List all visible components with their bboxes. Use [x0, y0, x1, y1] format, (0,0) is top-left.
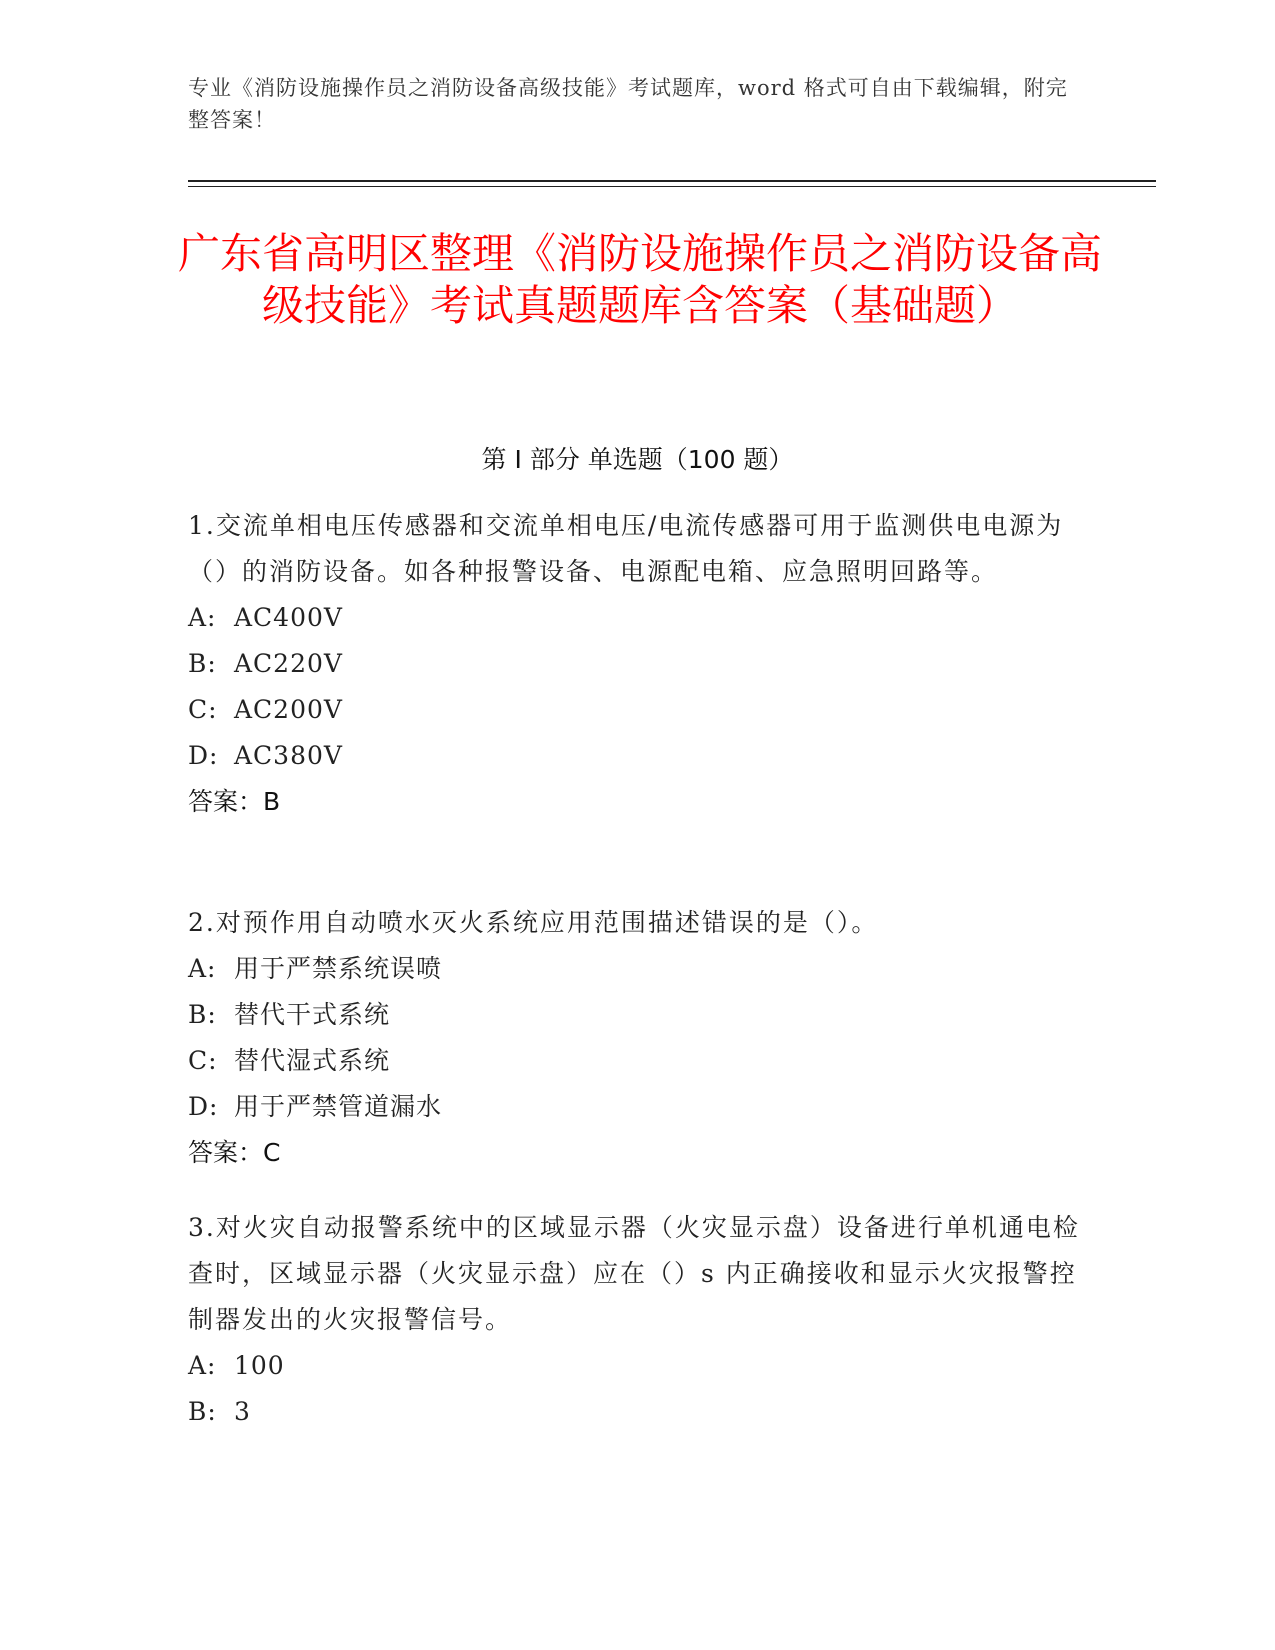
header-divider-thick: [188, 180, 1156, 182]
header-divider-thin: [188, 186, 1156, 187]
header-note: 专业《消防设施操作员之消防设备高级技能》考试题库，word 格式可自由下载编辑，附完整答案！: [188, 76, 1068, 132]
option-b: [188, 992, 1088, 1038]
document-title: 广东省高明区整理《消防设施操作员之消防设备高级技能》考试真题题库含答案（基础题）: [177, 229, 1102, 330]
option-text: AC220V: [234, 649, 343, 678]
question-stem: 1.交流单相电压传感器和交流单相电压/电流传感器可用于监测供电电源为（）的消防设备。如各种报警设备、电源配电箱、应急照明回路等。: [188, 511, 1064, 586]
option-text: 100: [234, 1351, 285, 1380]
option-key: D:: [188, 741, 219, 770]
option-key: A:: [188, 954, 217, 983]
question-3: [188, 1205, 1088, 1435]
option-text: 替代湿式系统: [234, 1046, 391, 1075]
option-key: C:: [188, 1046, 218, 1075]
option-key: A:: [188, 1351, 217, 1380]
option-a: [188, 595, 1088, 641]
answer: 答案：C: [188, 1138, 281, 1167]
option-key: C:: [188, 695, 218, 724]
option-b: [188, 641, 1088, 687]
option-a: [188, 1343, 1088, 1389]
option-key: A:: [188, 603, 217, 632]
question-stem: 2.对预作用自动喷水灭火系统应用范围描述错误的是（）。: [188, 908, 879, 937]
option-c: [188, 687, 1088, 733]
option-key: B:: [188, 1397, 217, 1426]
option-key: B:: [188, 649, 217, 678]
option-a: [188, 946, 1088, 992]
section-heading: 第 I 部分 单选题（100 题）: [481, 445, 794, 474]
option-text: AC200V: [234, 695, 343, 724]
option-text: 用于严禁管道漏水: [234, 1092, 443, 1121]
option-d: [188, 1084, 1088, 1130]
option-c: [188, 1038, 1088, 1084]
option-key: B:: [188, 1000, 217, 1029]
option-text: 用于严禁系统误喷: [234, 954, 443, 983]
question-stem: 3.对火灾自动报警系统中的区域显示器（火灾显示盘）设备进行单机通电检查时，区域显示器（火灾显示盘）应在（）s 内正确接收和显示火灾报警控制器发出的火灾报警信号。: [188, 1213, 1080, 1334]
answer: 答案：B: [188, 787, 281, 816]
question-2: [188, 900, 1088, 1176]
question-1: [188, 503, 1088, 825]
option-key: D:: [188, 1092, 219, 1121]
option-text: 3: [234, 1397, 251, 1426]
option-text: AC380V: [234, 741, 343, 770]
option-b: [188, 1389, 1088, 1435]
option-text: AC400V: [234, 603, 343, 632]
option-d: [188, 733, 1088, 779]
option-text: 替代干式系统: [234, 1000, 391, 1029]
